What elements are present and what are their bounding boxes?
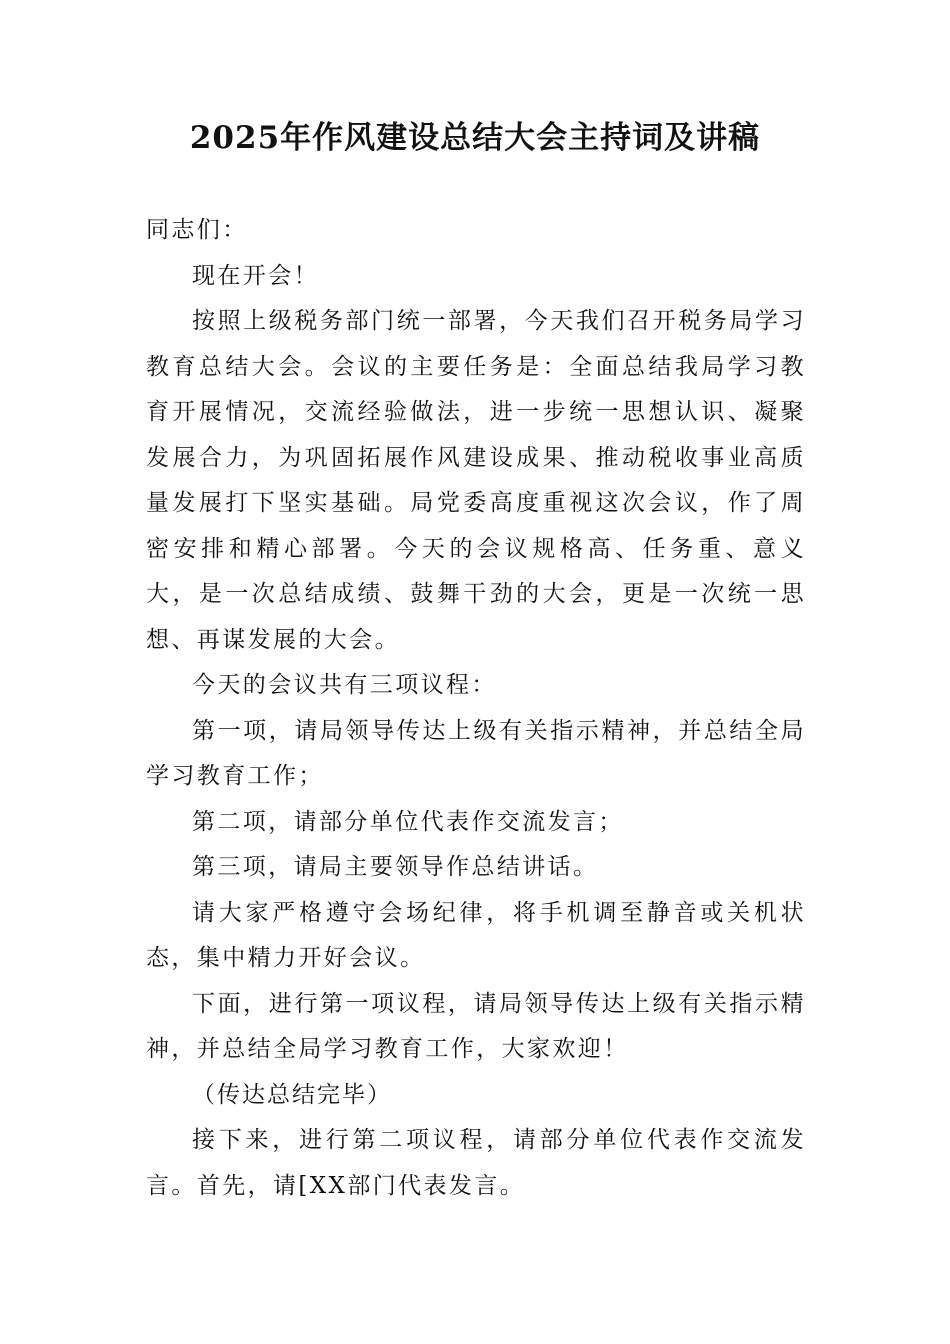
document-body bbox=[146, 208, 806, 1209]
paragraph-discipline: 请大家严格遵守会场纪律，将手机调至静音或关机状态，集中精力开好会议。 bbox=[146, 899, 806, 971]
paragraph-meeting-purpose: 按照上级税务部门统一部署，今天我们召开税务局学习教育总结大会。会议的主要任务是：全面总结我局学习教育开展情况，交流经验做法，进一步统一思想认识、凝聚发展合力，为巩固拓展作风建设成果、推动税收事业高质量发展打下坚实基础。局党委高度重视这次会议，作了周密安排和精心部署。今天的会议规格高、任务重、意义大，是一次总结成绩、鼓舞干劲的大会，更是一次统一思想、再谋发展的大会。 bbox=[146, 308, 806, 653]
paragraph-agenda-item-1: 第一项，请局领导传达上级有关指示精神，并总结全局学习教育工作； bbox=[146, 717, 806, 789]
paragraph-open-meeting: 现在开会！ bbox=[192, 262, 319, 289]
paragraph-second-agenda: 接下来，进行第二项议程，请部分单位代表作交流发言。首先，请[XX部门代表发言。 bbox=[146, 1127, 806, 1199]
paragraph-agenda-intro: 今天的会议共有三项议程： bbox=[192, 672, 497, 698]
paragraph-agenda-item-2: 第二项，请部分单位代表作交流发言； bbox=[192, 808, 624, 835]
paragraph-stage-note: （传达总结完毕） bbox=[192, 1081, 392, 1108]
document-title: 2025年作风建设总结大会主持词及讲稿 bbox=[189, 120, 761, 156]
salutation: 同志们： bbox=[146, 217, 248, 243]
paragraph-agenda-item-3: 第三项，请局主要领导作总结讲话。 bbox=[192, 854, 599, 880]
paragraph-first-agenda: 下面，进行第一项议程，请局领导传达上级有关指示精神，并总结全局学习教育工作，大家欢迎！ bbox=[146, 990, 806, 1062]
